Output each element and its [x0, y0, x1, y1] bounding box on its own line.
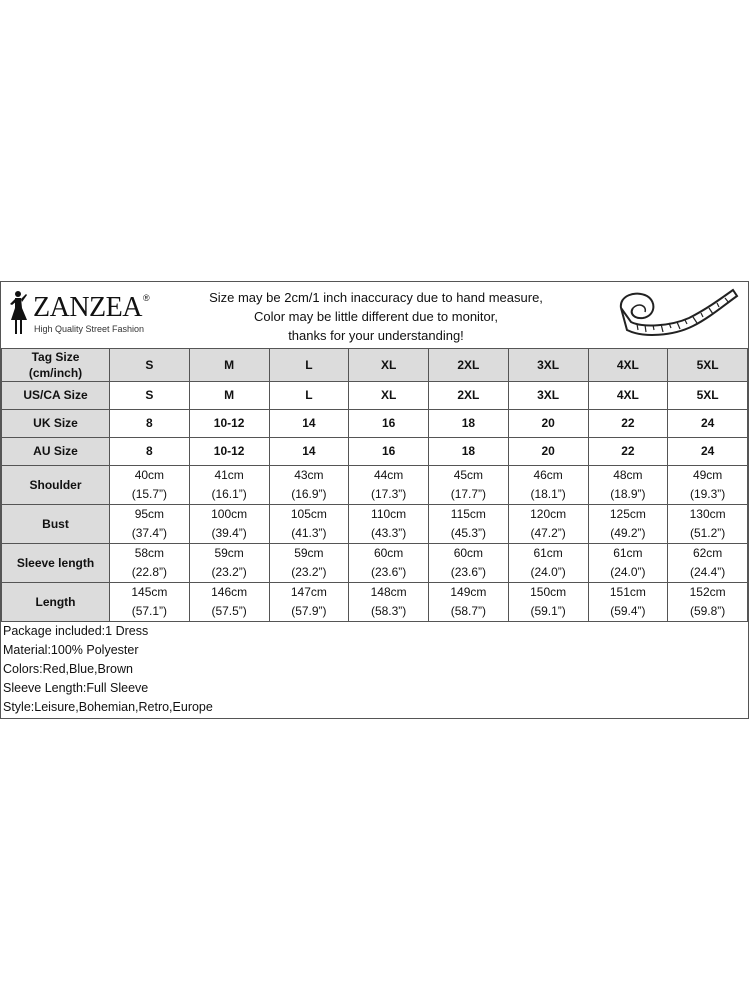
measurement-cm: 130cm: [689, 507, 726, 521]
chart-header: [1, 282, 748, 349]
measurement-cell: [508, 466, 588, 505]
measurement-label: Shoulder: [2, 466, 110, 505]
measurement-cell: [668, 583, 748, 622]
measurement-inch: (23.2”): [211, 565, 247, 579]
measurement-cm: 150cm: [530, 585, 567, 599]
measurement-cell: [110, 466, 190, 505]
measurement-inch: (41.3”): [291, 526, 327, 540]
measurement-cm: 60cm: [453, 546, 484, 560]
measurement-cm: 43cm: [294, 468, 324, 482]
registered-mark: ®: [143, 293, 150, 303]
product-details: [3, 622, 213, 717]
us-size-cell: 3XL: [508, 382, 588, 410]
size-table: [1, 348, 748, 622]
au-size-cell: 22: [588, 438, 668, 466]
measurement-cell: [349, 544, 429, 583]
us-size-row: [2, 382, 748, 410]
notice-line-3: thanks for your understanding!: [288, 328, 464, 343]
measurement-cell: [429, 505, 509, 544]
measurement-inch: (59.1”): [530, 604, 566, 618]
measurement-cell: [189, 583, 269, 622]
measurement-cell: [269, 466, 349, 505]
measurement-cm: 125cm: [609, 507, 646, 521]
measurement-cell: [269, 583, 349, 622]
measurement-cell: [189, 505, 269, 544]
tag-size-cell: M: [189, 349, 269, 382]
measurement-cell: [508, 505, 588, 544]
brand-name: ZANZEA: [33, 292, 142, 323]
au-size-cell: 16: [349, 438, 429, 466]
measurement-cell: [588, 544, 668, 583]
measurement-label: Sleeve length: [2, 544, 110, 583]
tag-size-cell: 2XL: [429, 349, 509, 382]
measurement-cell: [588, 583, 668, 622]
measurement-cell: [668, 466, 748, 505]
measurement-inch: (49.2”): [610, 526, 646, 540]
tag-size-label-line-2: (cm/inch): [28, 366, 83, 380]
measurement-label: Bust: [2, 505, 110, 544]
tag-size-cell: 4XL: [588, 349, 668, 382]
measurement-cell: [349, 583, 429, 622]
measurement-cm: 45cm: [453, 468, 484, 482]
measurement-inch: (17.3”): [370, 487, 407, 501]
au-size-cell: 24: [668, 438, 748, 466]
us-size-cell: 2XL: [429, 382, 509, 410]
uk-size-row: [2, 410, 748, 438]
measurement-cm: 44cm: [373, 468, 404, 482]
measurement-cell: [588, 466, 668, 505]
measurement-row: [2, 505, 748, 544]
measurement-inch: (58.7”): [450, 604, 487, 618]
measurement-cm: 61cm: [613, 546, 643, 560]
us-size-cell: 5XL: [668, 382, 748, 410]
measurement-cm: 148cm: [370, 585, 407, 599]
measurement-rows: [2, 466, 748, 622]
measurement-inch: (23.6”): [370, 565, 407, 579]
measurement-cell: [429, 583, 509, 622]
measurement-inch: (24.0”): [530, 565, 566, 579]
measurement-row: [2, 544, 748, 583]
measurement-cell: [269, 505, 349, 544]
measurement-cm: 59cm: [214, 546, 244, 560]
measurement-cm: 46cm: [533, 468, 563, 482]
measurement-cell: [429, 466, 509, 505]
measurement-inch: (37.4”): [131, 526, 168, 540]
measurement-cm: 49cm: [692, 468, 723, 482]
uk-size-label: UK Size: [2, 410, 110, 438]
measurement-inch: (15.7”): [131, 487, 168, 501]
measurement-inch: (57.1”): [131, 604, 168, 618]
tag-size-label-line-1: Tag Size: [31, 350, 80, 364]
measurement-cell: [349, 505, 429, 544]
tag-size-cell: 5XL: [668, 349, 748, 382]
uk-size-cell: 8: [110, 410, 190, 438]
tag-size-cell: S: [110, 349, 190, 382]
measurement-cm: 149cm: [450, 585, 487, 599]
measurement-cell: [269, 544, 349, 583]
fashion-figure-icon: [7, 290, 31, 336]
us-size-cell: XL: [349, 382, 429, 410]
measurement-inch: (22.8”): [131, 565, 168, 579]
measurement-cell: [189, 544, 269, 583]
measurement-inch: (23.2”): [291, 565, 327, 579]
measurement-cm: 40cm: [134, 468, 165, 482]
au-size-cell: 20: [508, 438, 588, 466]
measurement-notice: [161, 288, 591, 345]
measurement-cell: [110, 505, 190, 544]
measurement-cm: 48cm: [613, 468, 643, 482]
measurement-cell: [429, 544, 509, 583]
measurement-cm: 115cm: [450, 507, 486, 521]
measurement-cm: 120cm: [530, 507, 567, 521]
measurement-cm: 41cm: [214, 468, 244, 482]
au-size-row: [2, 438, 748, 466]
brand-tagline: High Quality Street Fashion: [34, 324, 145, 334]
measurement-cm: 61cm: [533, 546, 563, 560]
au-size-cell: 8: [110, 438, 190, 466]
measurement-cm: 146cm: [211, 585, 248, 599]
style: Style:Leisure,Bohemian,Retro,Europe: [3, 700, 213, 714]
uk-size-cell: 18: [429, 410, 509, 438]
measuring-tape-icon: [613, 286, 741, 344]
notice-line-2: Color may be little different due to monitor,: [254, 309, 498, 324]
au-size-cell: 14: [269, 438, 349, 466]
measurement-cell: [349, 466, 429, 505]
measurement-inch: (43.3”): [370, 526, 407, 540]
uk-size-cell: 10-12: [189, 410, 269, 438]
measurement-inch: (24.4”): [689, 565, 726, 579]
measurement-cm: 145cm: [131, 585, 168, 599]
sleeve-length: Sleeve Length:Full Sleeve: [3, 681, 149, 695]
measurement-cell: [588, 505, 668, 544]
measurement-cm: 60cm: [373, 546, 404, 560]
measurement-inch: (18.1”): [530, 487, 566, 501]
measurement-inch: (45.3”): [450, 526, 487, 540]
measurement-label: Length: [2, 583, 110, 622]
material: Material:100% Polyester: [3, 643, 139, 657]
measurement-cm: 151cm: [609, 585, 646, 599]
measurement-inch: (39.4”): [211, 526, 247, 540]
measurement-inch: (59.4”): [610, 604, 646, 618]
tag-size-row: [2, 349, 748, 382]
uk-size-cell: 24: [668, 410, 748, 438]
measurement-inch: (58.3”): [370, 604, 407, 618]
uk-size-cell: 20: [508, 410, 588, 438]
measurement-row: [2, 583, 748, 622]
us-size-cell: 4XL: [588, 382, 668, 410]
measurement-inch: (18.9”): [610, 487, 646, 501]
measurement-cm: 58cm: [134, 546, 165, 560]
uk-size-cell: 16: [349, 410, 429, 438]
us-size-cell: M: [189, 382, 269, 410]
size-chart: [0, 281, 749, 719]
measurement-cm: 62cm: [692, 546, 723, 560]
measurement-inch: (16.1”): [211, 487, 247, 501]
measurement-inch: (19.3”): [689, 487, 726, 501]
tag-size-cell: L: [269, 349, 349, 382]
measurement-cm: 152cm: [689, 585, 726, 599]
measurement-cell: [668, 544, 748, 583]
measurement-cm: 110cm: [371, 507, 407, 521]
measurement-inch: (59.8”): [689, 604, 726, 618]
measurement-inch: (57.9”): [291, 604, 327, 618]
tag-size-cell: 3XL: [508, 349, 588, 382]
measurement-cm: 105cm: [290, 507, 327, 521]
us-size-cell: L: [269, 382, 349, 410]
measurement-inch: (16.9”): [291, 487, 327, 501]
measurement-cell: [508, 583, 588, 622]
us-size-cell: S: [110, 382, 190, 410]
measurement-cell: [110, 583, 190, 622]
measurement-cm: 59cm: [294, 546, 324, 560]
measurement-cm: 95cm: [134, 507, 165, 521]
brand-logo: [7, 290, 157, 342]
measurement-cell: [668, 505, 748, 544]
au-size-cell: 18: [429, 438, 509, 466]
colors: Colors:Red,Blue,Brown: [3, 662, 133, 676]
measurement-inch: (23.6”): [450, 565, 487, 579]
us-size-label: US/CA Size: [2, 382, 110, 410]
measurement-inch: (57.5”): [211, 604, 247, 618]
package-included: Package included:1 Dress: [3, 624, 149, 638]
tag-size-cell: XL: [349, 349, 429, 382]
measurement-cell: [189, 466, 269, 505]
measurement-cm: 147cm: [290, 585, 327, 599]
measurement-cm: 100cm: [211, 507, 248, 521]
measurement-inch: (47.2”): [530, 526, 566, 540]
measurement-inch: (24.0”): [610, 565, 646, 579]
notice-line-1: Size may be 2cm/1 inch inaccuracy due to hand measure,: [209, 290, 543, 305]
measurement-row: [2, 466, 748, 505]
measurement-cell: [110, 544, 190, 583]
tag-size-label: [2, 349, 110, 382]
au-size-cell: 10-12: [189, 438, 269, 466]
au-size-label: AU Size: [2, 438, 110, 466]
uk-size-cell: 22: [588, 410, 668, 438]
measurement-cell: [508, 544, 588, 583]
measurement-inch: (51.2”): [689, 526, 726, 540]
measurement-inch: (17.7”): [450, 487, 487, 501]
uk-size-cell: 14: [269, 410, 349, 438]
